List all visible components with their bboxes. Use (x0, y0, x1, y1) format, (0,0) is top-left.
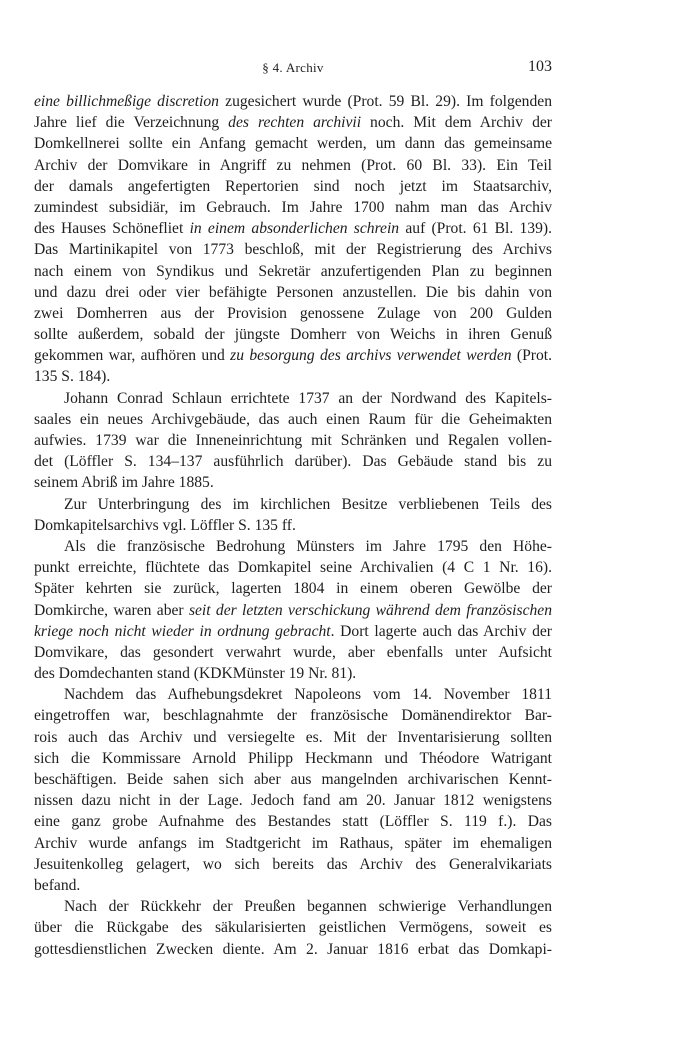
text-segment: (Prot. (511, 347, 552, 365)
text-line (34, 578, 552, 599)
text-segment: . Dort lagerte auch das Archiv der (330, 622, 552, 640)
text-segment: Zur Unterbringung des im kirchlichen Besitze verbliebenen Teils des (64, 495, 552, 513)
text-segment: des Domdechanten stand (KDKMünster 19 Nr. 81). (34, 665, 357, 683)
text-line (34, 621, 552, 642)
text-line (34, 430, 552, 451)
text-line (34, 324, 552, 345)
text-line (34, 388, 552, 409)
italic-quote: des rechten archivii (228, 114, 362, 132)
page-header (34, 60, 552, 80)
text-segment: auf (Prot. 61 Bl. 139). (399, 220, 552, 238)
text-segment: über die Rückgabe des säkularisierten geistlichen Vermögens, soweit es (34, 919, 552, 937)
running-head: § 4. Archiv (262, 60, 324, 75)
text-line (34, 155, 552, 176)
text-segment: seinem Abriß im Jahre 1885. (34, 474, 214, 492)
text-segment: Domkapitelsarchivs vgl. Löffler S. 135 ff. (34, 516, 296, 534)
text-segment: Domkellnerei sollte ein Anfang gemacht werden, um dann das gemeinsame (34, 135, 552, 153)
text-line (34, 218, 552, 239)
text-segment: Als die französische Bedrohung Münsters im Jahre 1795 den Höhe- (64, 537, 552, 555)
text-segment: Nach der Rückkehr der Preußen begannen schwierige Verhandlungen (64, 898, 552, 916)
text-segment: Domkirche, waren aber (34, 601, 189, 619)
text-line (34, 366, 552, 387)
italic-quote: kriege noch nicht wieder in ordnung gebracht (34, 622, 331, 640)
text-segment: Johann Conrad Schlaun errichtete 1737 an der Nordwand des Kapitels- (64, 389, 552, 407)
italic-quote: seit der letzten verschickung während dem französischen (188, 601, 553, 619)
text-line (34, 282, 552, 303)
text-segment: zugesichert wurde (Prot. 59 Bl. 29). Im folgenden (218, 93, 552, 110)
text-segment: eine ganz grobe Aufnahme des Bestandes statt (Löffler S. 119 f.). Das (34, 813, 552, 831)
text-segment: sollte außerdem, sobald der jüngste Domherr von Weichs in ihren Genuß (34, 326, 552, 344)
italic-quote: in einem absonderlichen schrein (189, 220, 400, 238)
text-segment: Domvikare, das gesondert verwahrt wurde, aber ebenfalls unter Aufsicht (34, 643, 552, 661)
text-line (34, 133, 552, 154)
text-line (34, 790, 552, 811)
text-segment: des Hauses Schönefliet (34, 220, 190, 238)
text-segment: gottesdienstlichen Zwecken diente. Am 2. Januar 1816 erbat das Domkapi- (34, 940, 552, 958)
text-line (34, 811, 552, 832)
text-line (34, 536, 552, 557)
text-segment: beschäftigen. Beide sahen sich aber aus mangelnden archivarischen Kennt- (34, 771, 552, 788)
text-line (34, 494, 552, 515)
italic-quote: zu besorgung des archivs verwendet werden (230, 347, 512, 365)
text-segment: Jesuitenkolleg gelagert, wo sich bereits das Archiv des Generalvikariats (34, 855, 552, 873)
text-segment: der damals angefertigten Repertorien sind noch jetzt im Staatsarchiv, (34, 177, 552, 195)
text-line (34, 261, 552, 282)
italic-quote: eine billichmeßige discretion (34, 93, 219, 110)
text-line (34, 833, 552, 854)
text-segment: punkt erreichte, flüchtete das Domkapitel seine Archivalien (4 C 1 Nr. 16). (34, 559, 552, 577)
text-segment: Später kehrten sie zurück, lagerten 1804 in einem oberen Gewölbe der (34, 580, 552, 598)
text-line (34, 663, 552, 684)
body-text (34, 91, 552, 960)
text-line (34, 515, 552, 536)
text-line (34, 409, 552, 430)
text-segment: nissen dazu nicht in der Lage. Jedoch fand am 20. Januar 1812 wenigstens (34, 792, 552, 810)
text-segment: zwei Domherren aus der Provision genossene Zulage von 200 Gulden (34, 304, 552, 322)
text-line (34, 875, 552, 896)
text-line (34, 917, 552, 938)
text-line (34, 91, 552, 112)
text-line (34, 176, 552, 197)
text-segment: befand. (34, 876, 81, 894)
text-line (34, 727, 552, 748)
text-line (34, 345, 552, 366)
text-segment: Nachdem das Aufhebungsdekret Napoleons vom 14. November 1811 (64, 686, 552, 704)
text-line (34, 557, 552, 578)
text-line (34, 112, 552, 133)
text-segment: rois auch das Archiv und versiegelte es. Mit der Inventarisierung sollten (34, 728, 552, 746)
text-segment: Das Martinikapitel von 1773 beschloß, mit der Registrierung des Archivs (34, 241, 552, 259)
text-line (34, 600, 552, 621)
text-segment: noch. Mit dem Archiv der (361, 114, 552, 132)
text-segment: det (Löffler S. 134–137 ausführlich darüber). Das Gebäude stand bis zu (34, 453, 552, 471)
text-line (34, 939, 552, 960)
text-segment: nach einem von Syndikus und Sekretär anzufertigenden Plan zu beginnen (34, 262, 552, 280)
text-line (34, 197, 552, 218)
text-segment: eingetroffen war, beschlagnahmte der französische Domänendirektor Bar- (34, 707, 552, 725)
text-segment: Jahre lief die Verzeichnung (34, 114, 229, 132)
text-line (34, 854, 552, 875)
text-line (34, 239, 552, 260)
text-line (34, 684, 552, 705)
text-segment: und dazu drei oder vier befähigte Personen anzustellen. Die bis dahin von (34, 283, 552, 301)
text-segment: zumindest subsidiär, im Gebrauch. Im Jahre 1700 nahm man das Archiv (34, 198, 552, 216)
text-segment: aufwies. 1739 war die Inneneinrichtung mit Schränken und Regalen vollen- (34, 432, 552, 449)
text-segment: sich die Kommissare Arnold Philipp Heckmann und Théodore Watrigant (34, 749, 552, 767)
page-number: 103 (528, 58, 552, 75)
text-line (34, 642, 552, 663)
text-line (34, 748, 552, 769)
text-segment: 135 S. 184). (34, 368, 111, 386)
text-line (34, 303, 552, 324)
text-segment: Archiv wurde anfangs im Stadtgericht im Rathaus, später im ehemaligen (34, 834, 552, 852)
text-line (34, 896, 552, 917)
text-segment: Archiv der Domvikare in Angriff zu nehmen (Prot. 60 Bl. 33). Ein Teil (34, 156, 552, 174)
text-segment: saales ein neues Archivgebäude, das auch einen Raum für die Geheimakten (34, 410, 552, 428)
text-line (34, 769, 552, 790)
text-segment: gekommen war, aufhören und (34, 347, 231, 365)
text-line (34, 472, 552, 493)
text-line (34, 451, 552, 472)
text-line (34, 705, 552, 726)
